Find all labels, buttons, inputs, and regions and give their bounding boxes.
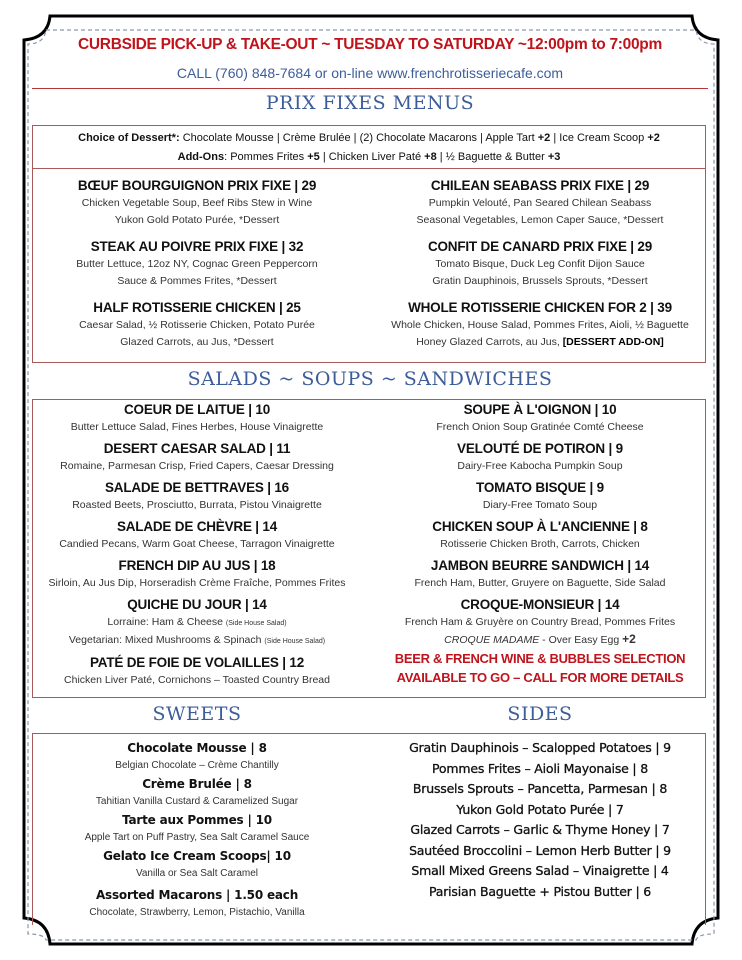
description-text: Pumpkin Velouté, Pan Seared Chilean Seabass [428, 197, 652, 209]
addon: | ½ Baguette & Butter [439, 151, 545, 163]
prix-fixe-heading: PRIX FIXES MENUS [265, 92, 475, 114]
item-note: (Side House Salad) [264, 638, 326, 645]
item-title: CONFIT DE CANARD PRIX FIXE | 29 [427, 239, 653, 254]
sides-list [370, 738, 710, 902]
menu-item [32, 238, 362, 290]
menu-item [32, 596, 362, 650]
item-description [370, 458, 710, 475]
description-text: Caesar Salad, ½ Rotisserie Chicken, Potato Purée [79, 319, 315, 331]
item-description [32, 865, 362, 883]
hours-banner: CURBSIDE PICK-UP & TAKE-OUT ~ TUESDAY TO SATURDAY ~12:00pm to 7:00pm [78, 36, 662, 53]
menu-item [370, 440, 710, 475]
item-description [32, 632, 362, 650]
promo-line: BEER & FRENCH WINE & BUBBLES SELECTION [394, 651, 686, 666]
menu-item [32, 479, 362, 514]
item-description [370, 334, 710, 351]
item-description [32, 212, 362, 229]
description-text: Sauce & Pommes Frites, *Dessert [117, 275, 277, 287]
item-description [370, 536, 710, 553]
description-text: Diary-Free Tomato Soup [482, 499, 598, 511]
item-description [32, 195, 362, 212]
item-description [32, 757, 362, 775]
item-description [32, 793, 362, 811]
description-text: Honey Glazed Carrots, au Jus, [416, 336, 560, 348]
menu-item [32, 739, 362, 775]
price: +2 [537, 132, 551, 144]
item-title: BŒUF BOURGUIGNON PRIX FIXE | 29 [77, 178, 317, 193]
item-note: (Side House Salad) [225, 620, 287, 627]
description-text: French Ham & Gruyère on Country Bread, Pommes Frites [404, 616, 676, 628]
side-item: Small Mixed Greens Salad – Vinaigrette | 4 [411, 863, 669, 878]
item-description [370, 497, 710, 514]
description-text: Romaine, Parmesan Crisp, Fried Capers, Caesar Dressing [60, 460, 334, 472]
contact-line[interactable]: CALL (760) 848-7684 or on-line www.frenchrotisseriecafe.com [176, 65, 564, 81]
description-text: Whole Chicken, House Salad, Pommes Frites, Aioli, ½ Baguette [391, 319, 689, 331]
item-title: STEAK AU POIVRE PRIX FIXE | 32 [90, 239, 304, 254]
croque-madame-desc: - Over Easy Egg [539, 634, 623, 646]
croque-madame-name: CROQUE MADAME [444, 634, 540, 646]
menu-item [370, 518, 710, 553]
menu-item [32, 299, 362, 351]
dessert-addon-note: [DESSERT ADD-ON] [562, 336, 664, 348]
dessert-options: Chocolate Mousse | Crème Brulée | (2) Chocolate Macarons | Apple Tart [182, 132, 535, 144]
item-title: DESERT CAESAR SALAD | 11 [103, 441, 291, 456]
item-description [32, 829, 362, 847]
description-text: Roasted Beets, Prosciutto, Burrata, Pistou Vinaigrette [72, 499, 322, 511]
addon: : Pommes Frites [224, 151, 305, 163]
item-title: Assorted Macarons | 1.50 each [95, 888, 299, 902]
item-description [32, 575, 362, 592]
divider [32, 88, 708, 89]
menu-item [370, 401, 710, 436]
prix-fixe-right [370, 177, 710, 360]
price: +8 [424, 151, 437, 163]
prix-fixe-left [32, 177, 362, 360]
item-description [370, 419, 710, 436]
item-description [32, 536, 362, 553]
item-title: JAMBON BEURRE SANDWICH | 14 [430, 558, 650, 573]
menu-item [370, 177, 710, 229]
description-text: Butter Lettuce Salad, Fines Herbes, House Vinaigrette [70, 421, 324, 433]
description-text: Apple Tart on Puff Pastry, Sea Salt Caramel Sauce [84, 832, 310, 843]
description-text: Belgian Chocolate – Crème Chantilly [115, 760, 279, 771]
description-text: Lorraine: Ham & Cheese [107, 616, 223, 628]
price: +5 [307, 151, 320, 163]
item-description [370, 195, 710, 212]
item-title: CHILEAN SEABASS PRIX FIXE | 29 [430, 178, 650, 193]
description-text: French Ham, Butter, Gruyere on Baguette, Side Salad [414, 577, 666, 589]
item-title: VELOUTÉ DE POTIRON | 9 [457, 441, 623, 456]
item-title: Crème Brulée | 8 [142, 777, 252, 791]
price: +2 [647, 132, 660, 144]
dessert-option: | Ice Cream Scoop [553, 132, 645, 144]
addon: | Chicken Liver Paté [322, 151, 422, 163]
description-text: Glazed Carrots, au Jus, *Dessert [120, 336, 274, 348]
item-description [32, 497, 362, 514]
item-title: WHOLE ROTISSERIE CHICKEN FOR 2 | 39 [408, 300, 672, 315]
side-item: Brussels Sprouts – Pancetta, Parmesan | 8 [412, 781, 668, 796]
menu-item [370, 596, 710, 649]
item-title: Tarte aux Pommes | 10 [122, 813, 272, 827]
description-text: Chicken Vegetable Soup, Beef Ribs Stew in Wine [81, 197, 313, 209]
item-title: COEUR DE LAITUE | 10 [123, 402, 271, 417]
description-text: Dairy-Free Kabocha Pumpkin Soup [457, 460, 623, 472]
salads-right [370, 401, 710, 687]
sweets-list [32, 739, 362, 922]
menu-item [32, 847, 362, 883]
dessert-label: Choice of Dessert*: [78, 132, 180, 144]
menu-item [32, 401, 362, 436]
item-description [370, 575, 710, 592]
item-description [32, 317, 362, 334]
description-text: Chocolate, Strawberry, Lemon, Pistachio, Vanilla [89, 907, 305, 918]
item-description [32, 672, 362, 689]
item-description [32, 273, 362, 290]
menu-item [32, 177, 362, 229]
price: +2 [622, 632, 636, 646]
item-description [370, 212, 710, 229]
description-text: Candied Pecans, Warm Goat Cheese, Tarragon Vinaigrette [59, 538, 335, 550]
side-item: Gratin Dauphinois – Scalopped Potatoes | 9 [409, 740, 671, 755]
side-item: Glazed Carrots – Garlic & Thyme Honey | 7 [410, 822, 670, 837]
dessert-addons-box [32, 125, 706, 169]
sides-heading: SIDES [507, 703, 573, 725]
item-title: Gelato Ice Cream Scoops| 10 [103, 849, 291, 863]
promo-line: AVAILABLE TO GO – CALL FOR MORE DETAILS [396, 670, 684, 685]
description-text: Butter Lettuce, 12oz NY, Cognac Green Peppercorn [76, 258, 318, 270]
croque-madame-line [370, 631, 710, 649]
addons-label: Add-Ons [177, 151, 225, 163]
description-text: Gratin Dauphinois, Brussels Sprouts, *Dessert [432, 275, 648, 287]
menu-item [32, 440, 362, 475]
description-text: Tomato Bisque, Duck Leg Confit Dijon Sauce [435, 258, 645, 270]
price: +3 [547, 151, 561, 163]
menu-item [370, 479, 710, 514]
salads-heading: SALADS ~ SOUPS ~ SANDWICHES [187, 368, 553, 390]
item-title: PATÉ DE FOIE DE VOLAILLES | 12 [89, 655, 305, 670]
menu-item [32, 811, 362, 847]
menu-item [32, 518, 362, 553]
description-text: Rotisserie Chicken Broth, Carrots, Chicken [440, 538, 640, 550]
item-title: TOMATO BISQUE | 9 [476, 480, 604, 495]
item-title: SOUPE À L'OIGNON | 10 [463, 402, 617, 417]
menu-item [32, 775, 362, 811]
menu-item [370, 557, 710, 592]
item-description [370, 273, 710, 290]
item-title: SALADE DE CHÈVRE | 14 [116, 519, 278, 534]
item-description [370, 256, 710, 273]
addons [33, 148, 705, 167]
description-text: French Onion Soup Gratinée Comté Cheese [436, 421, 644, 433]
item-title: CHICKEN SOUP À L'ANCIENNE | 8 [432, 519, 648, 534]
description-text: Tahitian Vanilla Custard & Caramelized Sugar [95, 796, 299, 807]
item-description [32, 614, 362, 632]
item-description [32, 256, 362, 273]
item-description [370, 614, 710, 631]
item-title: FRENCH DIP AU JUS | 18 [118, 558, 276, 573]
side-item: Yukon Gold Potato Purée | 7 [456, 801, 624, 817]
description-text: Seasonal Vegetables, Lemon Caper Sauce, *Dessert [416, 214, 664, 226]
item-description [370, 317, 710, 334]
item-title: QUICHE DU JOUR | 14 [127, 597, 267, 612]
item-title: CROQUE-MONSIEUR | 14 [460, 597, 620, 612]
menu-item [32, 654, 362, 689]
menu-item [370, 299, 710, 351]
item-description [32, 458, 362, 475]
description-text: Yukon Gold Potato Purée, *Dessert [114, 214, 280, 226]
item-title: SALADE DE BETTRAVES | 16 [104, 480, 289, 495]
sweets-heading: SWEETS [152, 703, 242, 725]
side-item: Parisian Baguette + Pistou Butter | 6 [428, 883, 652, 899]
side-item: Sautéed Broccolini – Lemon Herb Butter | 9 [409, 842, 671, 858]
description-text: Vegetarian: Mixed Mushrooms & Spinach [68, 634, 262, 646]
item-title: Chocolate Mousse | 8 [127, 741, 267, 755]
dessert-choices [33, 129, 705, 148]
menu-item [32, 557, 362, 592]
item-title: HALF ROTISSERIE CHICKEN | 25 [93, 300, 301, 315]
side-item: Pommes Frites – Aioli Mayonaise | 8 [432, 760, 648, 776]
description-text: Sirloin, Au Jus Dip, Horseradish Crème Fraîche, Pommes Frites [48, 577, 346, 589]
menu-item [370, 238, 710, 290]
description-text: Chicken Liver Paté, Cornichons – Toasted Country Bread [64, 674, 330, 686]
item-description [32, 904, 362, 922]
salads-left [32, 401, 362, 693]
item-description [32, 334, 362, 351]
item-description [32, 419, 362, 436]
menu-item [32, 886, 362, 922]
description-text: Vanilla or Sea Salt Caramel [135, 868, 259, 879]
